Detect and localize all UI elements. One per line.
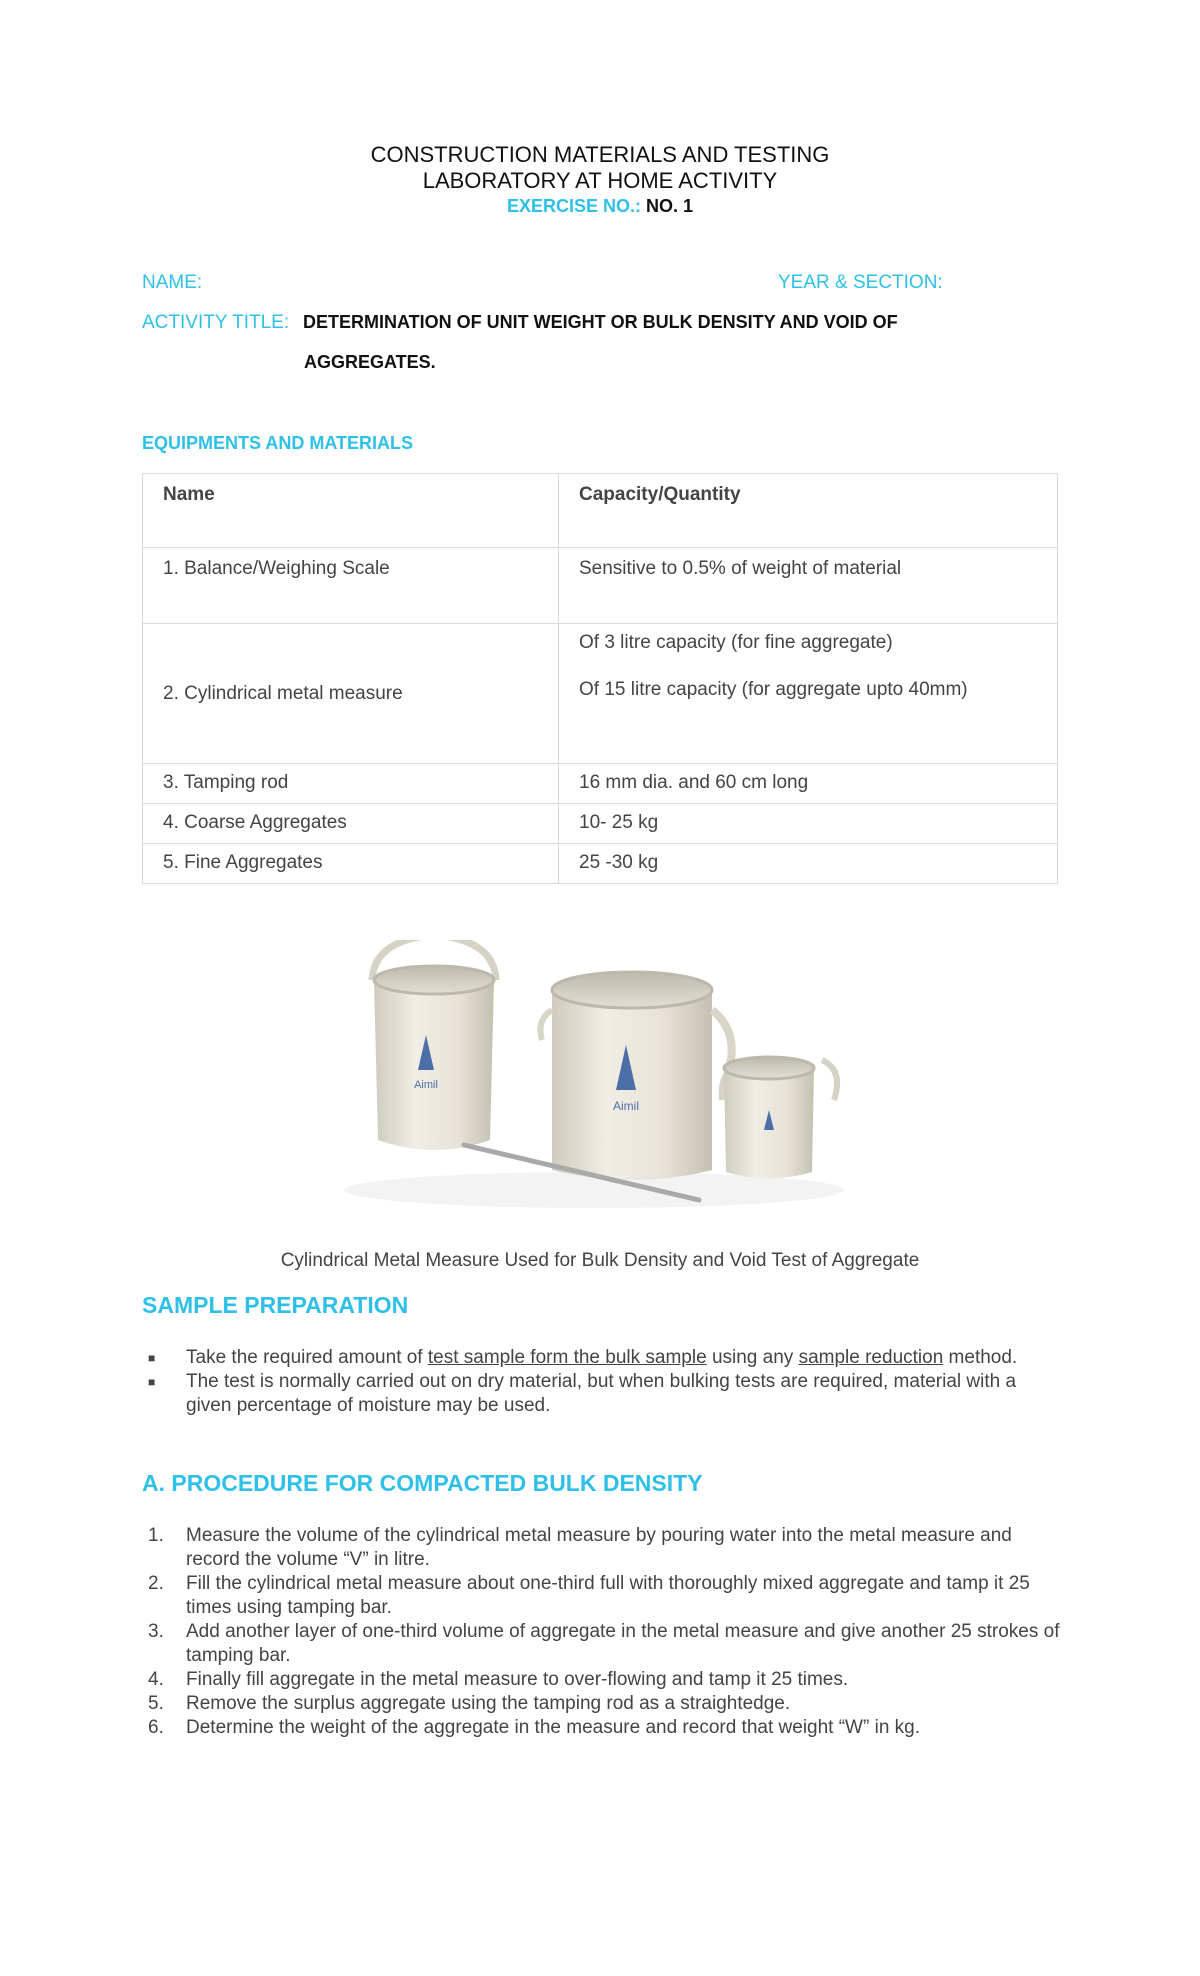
sample-preparation-heading: SAMPLE PREPARATION (142, 1292, 409, 1318)
step-text: Finally fill aggregate in the metal measure to over-flowing and tamp it 25 times. (186, 1669, 849, 1690)
step-number: 3. (148, 1621, 164, 1642)
step-text: Remove the surplus aggregate using the tamping rod as a straightedge. (186, 1693, 791, 1714)
doc-title-line-2: LABORATORY AT HOME ACTIVITY (422, 168, 778, 193)
table-row (143, 844, 1058, 884)
metal-measures-photo (314, 940, 874, 1230)
exercise-number (0, 196, 1200, 217)
year-section-label: YEAR & SECTION: (778, 272, 943, 293)
equipment-capacity: 10- 25 kg (559, 804, 1058, 844)
exercise-value: NO. 1 (646, 196, 694, 216)
equipment-heading: EQUIPMENTS AND MATERIALS (142, 433, 414, 453)
equipment-name: 4. Coarse Aggregates (143, 804, 559, 844)
column-header-name: Name (143, 474, 559, 548)
step-number: 5. (148, 1693, 164, 1714)
equipment-name: 5. Fine Aggregates (143, 844, 559, 884)
doc-title-line-1: CONSTRUCTION MATERIALS AND TESTING (370, 142, 830, 167)
step-number: 6. (148, 1717, 164, 1738)
table-row (143, 764, 1058, 804)
step-text: Add another layer of one-third volume of aggregate in the metal measure and give another 25 strokes of tamping bar. (186, 1621, 1060, 1666)
procedure-step (142, 1716, 1062, 1740)
step-number: 4. (148, 1669, 164, 1690)
equipment-name: 2. Cylindrical metal measure (143, 624, 559, 764)
activity-title-line-2: AGGREGATES. (304, 352, 436, 372)
equipment-name: 1. Balance/Weighing Scale (143, 548, 559, 624)
brand-logo-text: Aimil (414, 1079, 438, 1091)
procedure-step (142, 1524, 1062, 1572)
name-label: NAME: (142, 272, 203, 293)
small-measure (722, 1057, 837, 1179)
list-item-text: using any (706, 1347, 799, 1368)
capacity-line: Of 3 litre capacity (for fine aggregate) (579, 632, 893, 653)
capacity-line: Of 15 litre capacity (for aggregate upto 40mm) (579, 679, 968, 700)
list-item-text: method. (943, 1347, 1018, 1368)
equipment-table (142, 473, 1058, 884)
step-text: Measure the volume of the cylindrical metal measure by pouring water into the metal measure and record the volume “V” in litre. (186, 1525, 1012, 1570)
procedure-heading: A. PROCEDURE FOR COMPACTED BULK DENSITY (142, 1470, 703, 1496)
procedure-step (142, 1572, 1062, 1620)
bullet-marker: ■ (148, 1351, 156, 1365)
activity-title-label: ACTIVITY TITLE: (142, 312, 290, 333)
step-text: Determine the weight of the aggregate in the measure and record that weight “W” in kg. (186, 1717, 921, 1738)
sample-preparation-list (142, 1346, 1062, 1418)
equipment-capacity (559, 624, 1058, 764)
step-number: 2. (148, 1573, 164, 1594)
equipment-capacity: 25 -30 kg (559, 844, 1058, 884)
table-row (143, 804, 1058, 844)
procedure-step (142, 1692, 1062, 1716)
table-header-row (143, 474, 1058, 548)
step-number: 1. (148, 1525, 164, 1546)
table-row (143, 624, 1058, 764)
medium-measure (372, 940, 496, 1150)
step-text: Fill the cylindrical metal measure about one-third full with thoroughly mixed aggregate and tamp it 25 times using tamping bar. (186, 1573, 1030, 1618)
activity-title-line-1: DETERMINATION OF UNIT WEIGHT OR BULK DENSITY AND VOID OF (303, 312, 898, 332)
large-measure (540, 972, 731, 1180)
equipment-capacity: 16 mm dia. and 60 cm long (559, 764, 1058, 804)
column-header-capacity: Capacity/Quantity (559, 474, 1058, 548)
exercise-label: EXERCISE NO.: (506, 196, 641, 216)
brand-logo-text: Aimil (613, 1099, 639, 1113)
bulk-sample-link[interactable]: test sample form the bulk sample (427, 1347, 707, 1368)
figure-caption: Cylindrical Metal Measure Used for Bulk Density and Void Test of Aggregate (280, 1250, 920, 1271)
equipment-capacity: Sensitive to 0.5% of weight of material (559, 548, 1058, 624)
sample-reduction-link[interactable]: sample reduction (798, 1347, 944, 1368)
list-item-text: The test is normally carried out on dry material, but when bulking tests are required, material with a given percentage of moisture may be used. (186, 1371, 1017, 1416)
procedure-steps (142, 1524, 1062, 1740)
list-item-text: Take the required amount of (186, 1347, 428, 1368)
procedure-step (142, 1620, 1062, 1668)
bullet-marker: ■ (148, 1375, 156, 1389)
table-row (143, 548, 1058, 624)
equipment-name: 3. Tamping rod (143, 764, 559, 804)
list-item (142, 1346, 1062, 1370)
procedure-step (142, 1668, 1062, 1692)
list-item (142, 1370, 1062, 1418)
